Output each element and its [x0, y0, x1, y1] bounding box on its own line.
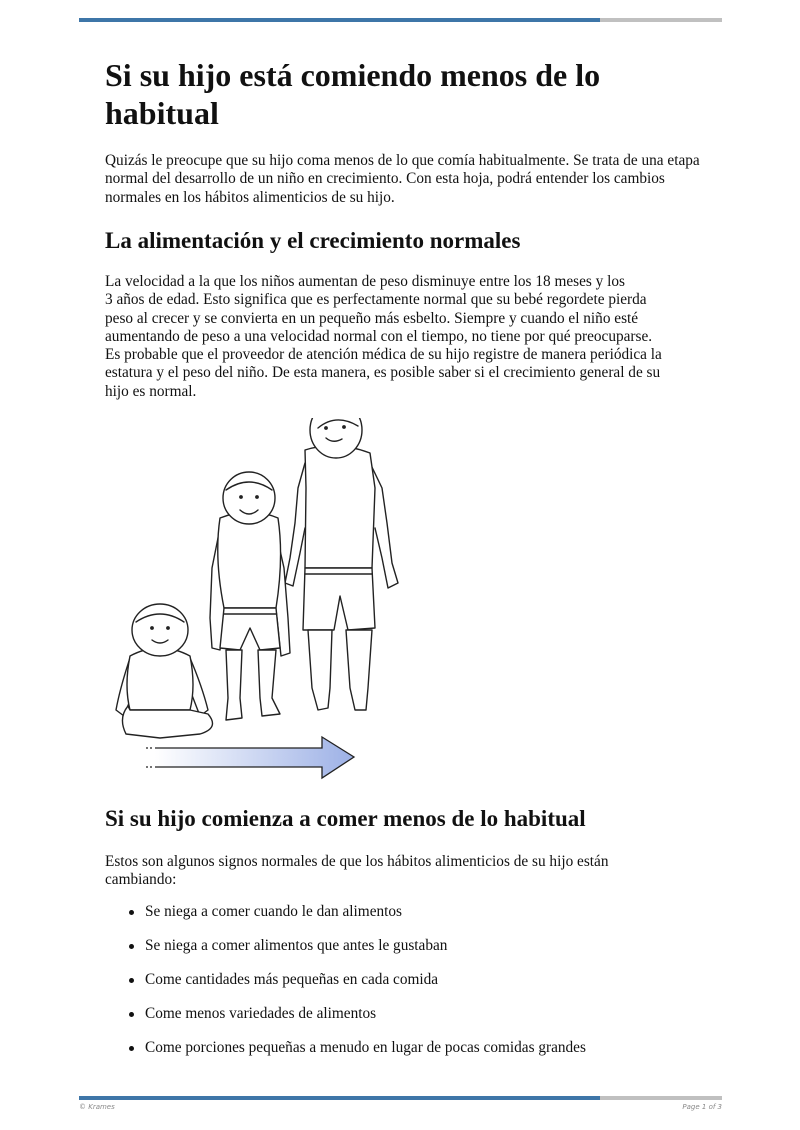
- growth-line: 3 años de edad. Esto significa que es perfectamente normal que su bebé regordete pierda: [105, 291, 647, 309]
- eating-intro-paragraph: [105, 853, 705, 890]
- header-progress-bar: [79, 18, 722, 22]
- baby-figure: [116, 604, 213, 738]
- toddler-figure: [210, 472, 290, 720]
- section-heading-growth: La alimentación y el crecimiento normales: [105, 228, 521, 253]
- bullet-icon: [129, 1012, 134, 1017]
- eating-signs-list: [105, 903, 705, 1073]
- footer-bar-track: [600, 1096, 722, 1100]
- list-item: [105, 1005, 705, 1039]
- bullet-icon: [129, 1046, 134, 1051]
- growth-arrow: [146, 737, 354, 778]
- footer-progress-bar: [79, 1096, 722, 1100]
- growth-line: estatura y el peso del niño. De esta manera, es posible saber si el crecimiento general de su: [105, 364, 661, 382]
- list-item-text: Come menos variedades de alimentos: [145, 1005, 377, 1022]
- child-growth-illustration: [100, 418, 410, 788]
- older-child-figure: [285, 418, 398, 710]
- list-item: [105, 1039, 705, 1073]
- eating-intro-line: Estos son algunos signos normales de que los hábitos alimenticios de su hijo están: [105, 853, 609, 870]
- footer-bar-fill: [79, 1096, 600, 1100]
- header-bar-fill: [79, 18, 600, 22]
- list-item-text: Se niega a comer alimentos que antes le gustaban: [145, 937, 448, 954]
- footer-copyright: © Krames: [79, 1103, 115, 1111]
- list-item-text: Se niega a comer cuando le dan alimentos: [145, 903, 402, 920]
- list-item: [105, 903, 705, 937]
- list-item: [105, 937, 705, 971]
- header-bar-track: [600, 18, 722, 22]
- bullet-icon: [129, 910, 134, 915]
- intro-paragraph: Quizás le preocupe que su hijo coma menos de lo que comía habitualmente. Se trata de una etapa normal del desarrollo de un niño en crecimiento. Con esta hoja, podrá entender los cambios normales en los hábitos alimenticios de su hijo.: [105, 152, 700, 206]
- growth-paragraph: [105, 273, 705, 401]
- bullet-icon: [129, 944, 134, 949]
- eating-intro-line: cambiando:: [105, 871, 177, 889]
- bullet-icon: [129, 978, 134, 983]
- growth-line: peso al crecer y se convierta en un pequeño más esbelto. Siempre y cuando el niño esté: [105, 309, 639, 327]
- footer-page-number: Page 1 of 3: [682, 1103, 722, 1111]
- list-item-text: Come porciones pequeñas a menudo en lugar de pocas comidas grandes: [145, 1039, 586, 1056]
- growth-line: Es probable que el proveedor de atención médica de su hijo registre de manera periódica la: [105, 346, 662, 364]
- page-title: Si su hijo está comiendo menos de lo habitual: [105, 57, 601, 131]
- growth-line: La velocidad a la que los niños aumentan de peso disminuye entre los 18 meses y los: [105, 273, 625, 290]
- section-heading-eating: Si su hijo comienza a comer menos de lo habitual: [105, 806, 586, 831]
- list-item: [105, 971, 705, 1005]
- list-item-text: Come cantidades más pequeñas en cada comida: [145, 971, 439, 988]
- growth-line: aumentando de peso a una velocidad normal con el tiempo, no tiene por qué preocuparse.: [105, 327, 653, 345]
- growth-line: hijo es normal.: [105, 382, 197, 400]
